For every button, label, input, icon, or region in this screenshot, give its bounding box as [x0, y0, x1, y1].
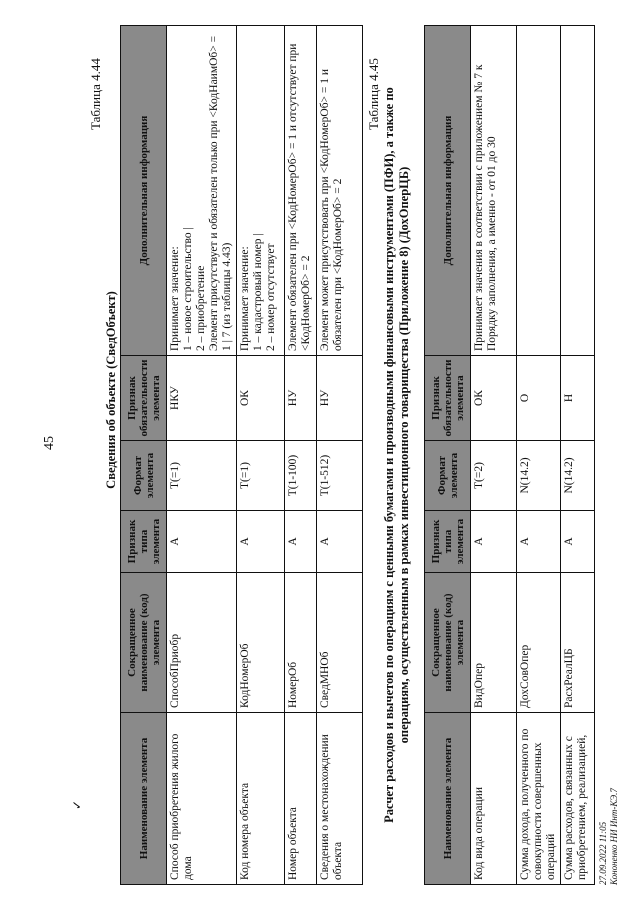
cell-required: НУ — [317, 356, 363, 441]
table-row — [237, 26, 285, 885]
info-line: 1 – кадастровый номер | — [252, 233, 264, 351]
cell-name: Код вида операции — [471, 713, 517, 885]
cell-type: А — [471, 511, 517, 573]
info-line: 2 – номер отсутствует — [265, 243, 277, 351]
col-header-name: Наименование элемента — [425, 713, 471, 885]
cell-info: Элемент может присутствовать при <КодНомерОб> = 1 и обязателен при <КодНомерОб> = 2 — [317, 26, 363, 356]
table-row — [561, 26, 595, 885]
cell-name: Способ приобретения жилого дома — [167, 713, 237, 885]
info-line: 2 – приобретение — [195, 265, 207, 351]
col-header-required: Признак обязательности элемента — [425, 356, 471, 441]
cell-type: А — [285, 511, 317, 573]
col-header-code: Сокращенное наименование (код) элемента — [425, 573, 471, 713]
cell-info — [167, 26, 237, 356]
table-row — [317, 26, 363, 885]
cell-name: Сумма дохода, полученного по совокупности совершенных операций — [517, 713, 561, 885]
col-header-type: Признак типа элемента — [425, 511, 471, 573]
col-header-type: Признак типа элемента — [121, 511, 167, 573]
info-line: Принимает значение: — [169, 246, 181, 351]
cell-info — [561, 26, 595, 356]
cell-required: ОК — [471, 356, 517, 441]
cell-code: СведМНОб — [317, 573, 363, 713]
table2 — [424, 25, 595, 885]
table-row — [517, 26, 561, 885]
table-row — [167, 26, 237, 885]
cell-code: ВидОпер — [471, 573, 517, 713]
cell-format: N(14.2) — [561, 441, 595, 511]
cell-format: N(14.2) — [517, 441, 561, 511]
table2-title-line1: Расчет расходов и вычетов по операциям с ценными бумагами и производными финансовыми инструментами (ПФИ), а также по — [382, 87, 396, 823]
table1-title: Сведения об объекте (СведОбъект) — [104, 291, 118, 489]
handwritten-mark: ✓ — [70, 799, 84, 810]
cell-required: НУ — [285, 356, 317, 441]
cell-format: Т(1-100) — [285, 441, 317, 511]
cell-type: А — [561, 511, 595, 573]
cell-format: Т(1-512) — [317, 441, 363, 511]
cell-required: НКУ — [167, 356, 237, 441]
cell-required: О — [517, 356, 561, 441]
footer-date: 27.09.2022 11:05 — [598, 821, 608, 885]
cell-info — [517, 26, 561, 356]
cell-required: ОК — [237, 356, 285, 441]
cell-format: Т(=1) — [237, 441, 285, 511]
table1 — [120, 25, 363, 885]
col-header-info: Дополнительная информация — [121, 26, 167, 356]
col-header-required: Признак обязательности элемента — [121, 356, 167, 441]
info-line: Принимает значение: — [239, 246, 251, 351]
cell-code: ДохСовОпер — [517, 573, 561, 713]
cell-name: Сведения о местонахождении объекта — [317, 713, 363, 885]
cell-type: А — [237, 511, 285, 573]
table2-title — [382, 25, 412, 885]
cell-required: Н — [561, 356, 595, 441]
footer — [598, 788, 620, 885]
table2-header — [425, 26, 471, 885]
table-row — [471, 26, 517, 885]
col-header-name: Наименование элемента — [121, 713, 167, 885]
footer-author: Кононенко НИ Инт-КЭ.7 — [609, 788, 619, 885]
cell-name: Сумма расходов, связанных с приобретением, реализацией, — [561, 713, 595, 885]
cell-format: Т(=2) — [471, 441, 517, 511]
cell-type: А — [517, 511, 561, 573]
info-line: Элемент присутствует и обязателен только при <КодНаимОб> = 1 | 7 (из таблицы 4.43) — [208, 35, 233, 351]
col-header-format: Формат элемента — [425, 441, 471, 511]
table-row — [285, 26, 317, 885]
cell-code: СпособПриобр — [167, 573, 237, 713]
table1-header — [121, 26, 167, 885]
table2-label: Таблица 4.45 — [366, 58, 381, 130]
col-header-code: Сокращенное наименование (код) элемента — [121, 573, 167, 713]
info-line: 1 – новое строительство | — [182, 227, 194, 351]
table1-label: Таблица 4.44 — [88, 58, 103, 130]
cell-info: Принимает значения в соответствии с приложением № 7 к Порядку заполнения, а именно - от 01 до 30 — [471, 26, 517, 356]
cell-type: А — [167, 511, 237, 573]
cell-name: Номер объекта — [285, 713, 317, 885]
col-header-format: Формат элемента — [121, 441, 167, 511]
col-header-info: Дополнительная информация — [425, 26, 471, 356]
page-number: 45 — [42, 436, 57, 450]
cell-name: Код номера объекта — [237, 713, 285, 885]
cell-format: Т(=1) — [167, 441, 237, 511]
cell-type: А — [317, 511, 363, 573]
cell-code: НомерОб — [285, 573, 317, 713]
cell-code: КодНомерОб — [237, 573, 285, 713]
table2-title-line2: операциям, осуществленным в рамках инвестиционного товарищества (Приложение 8) (ДохОперЦБ) — [397, 166, 411, 744]
cell-code: РасхРеалЦБ — [561, 573, 595, 713]
cell-info — [237, 26, 285, 356]
cell-info: Элемент обязателен при <КодНомерОб> = 1 и отсутствует при <КодНомерОб> = 2 — [285, 26, 317, 356]
